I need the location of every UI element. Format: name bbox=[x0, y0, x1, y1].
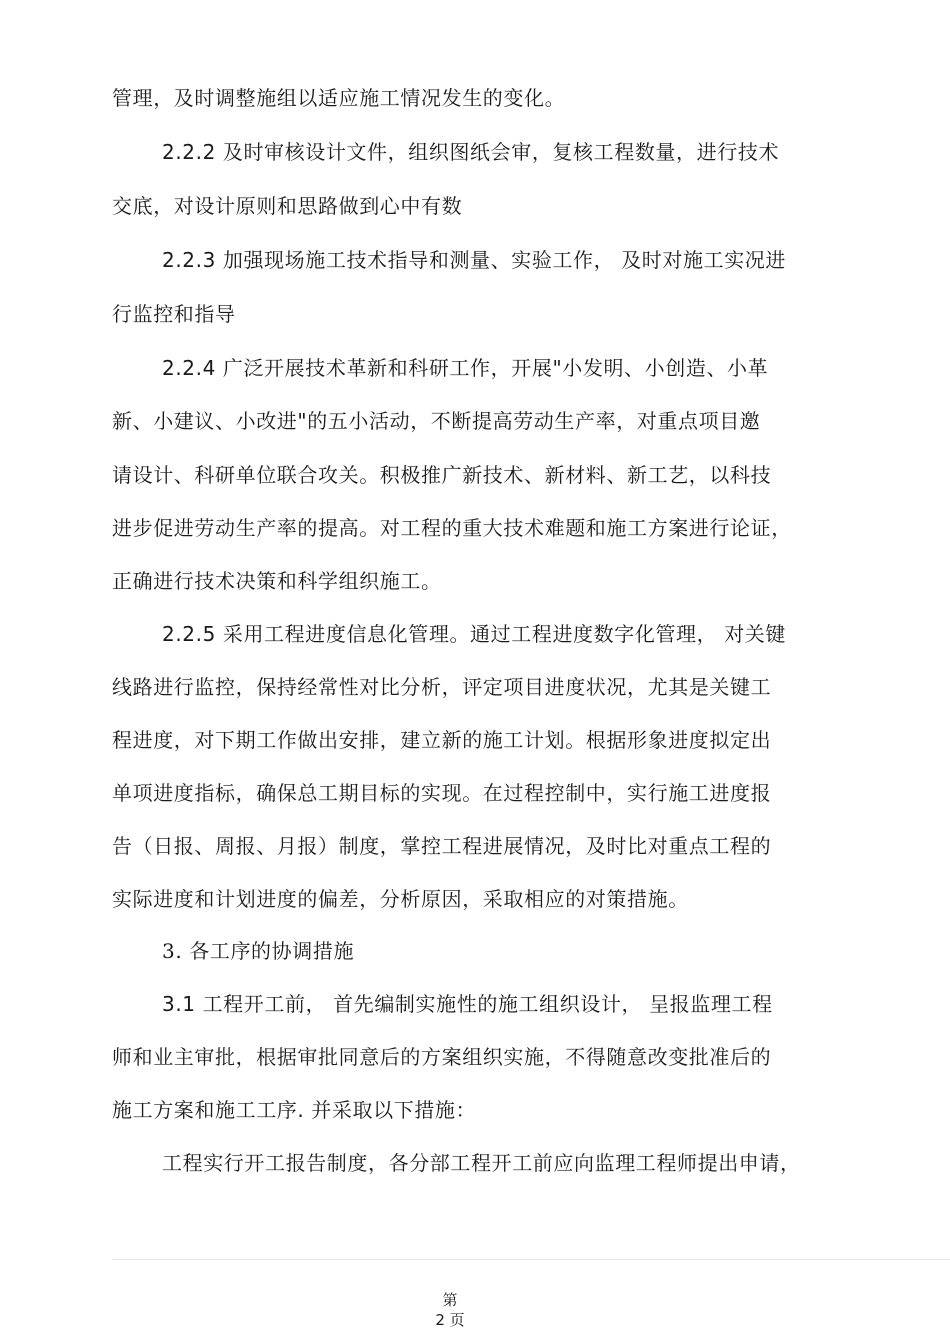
text-line-8: 请设计、科研单位联合攻关。积极推广新技术、新材料、新工艺，以科技 bbox=[112, 463, 772, 487]
page-number: 2 页 bbox=[435, 1311, 465, 1329]
text-line-5: 行监控和指导 bbox=[112, 302, 236, 326]
text-line-16: 实际进度和计划进度的偏差，分析原因，采取相应的对策措施。 bbox=[112, 887, 689, 911]
text-line-3: 交底，对设计原则和思路做到心中有数 bbox=[112, 194, 463, 218]
text-line-19: 师和业主审批，根据审批同意后的方案组织实施，不得随意改变批准后的 bbox=[112, 1045, 772, 1069]
text-line-6: 2.2.4 广泛开展技术革新和科研工作，开展"小发明、小创造、小革 bbox=[162, 356, 769, 380]
text-line-1: 管理，及时调整施组以适应施工情况发生的变化。 bbox=[112, 86, 566, 110]
text-line-10: 正确进行技术决策和科学组织施工。 bbox=[112, 569, 442, 593]
text-line-21: 工程实行开工报告制度，各分部工程开工前应向监理工程师提出申请， bbox=[162, 1151, 801, 1175]
text-line-20: 施工方案和施工工序. 并采取以下措施： bbox=[112, 1098, 477, 1122]
text-line-9: 进步促进劳动生产率的提高。对工程的重大技术难题和施工方案进行论证， bbox=[112, 516, 792, 540]
page-number-prefix: 第 bbox=[442, 1291, 458, 1309]
footer-divider bbox=[112, 1259, 950, 1260]
text-line-11: 2.2.5 采用工程进度信息化管理。通过工程进度数字化管理， 对关键 bbox=[162, 622, 787, 646]
text-line-2: 2.2.2 及时审核设计文件，组织图纸会审，复核工程数量，进行技术 bbox=[162, 140, 780, 164]
text-line-18: 3.1 工程开工前， 首先编制实施性的施工组织设计， 呈报监理工程 bbox=[162, 992, 773, 1016]
text-line-13: 程进度，对下期工作做出安排，建立新的施工计划。根据形象进度拟定出 bbox=[112, 728, 772, 752]
text-line-15: 告（日报、周报、月报）制度，掌控工程进展情况，及时比对重点工程的 bbox=[112, 834, 772, 858]
text-line-7: 新、小建议、小改进"的五小活动，不断提高劳动生产率，对重点项目邀 bbox=[112, 409, 761, 433]
text-line-14: 单项进度指标，确保总工期目标的实现。在过程控制中，实行施工进度报 bbox=[112, 781, 772, 805]
text-line-12: 线路进行监控，保持经常性对比分析，评定项目进度状况，尤其是关键工 bbox=[112, 675, 772, 699]
text-line-4: 2.2.3 加强现场施工技术指导和测量、实验工作， 及时对施工实况进 bbox=[162, 248, 787, 272]
section-heading: 3. 各工序的协调措施 bbox=[162, 939, 355, 963]
